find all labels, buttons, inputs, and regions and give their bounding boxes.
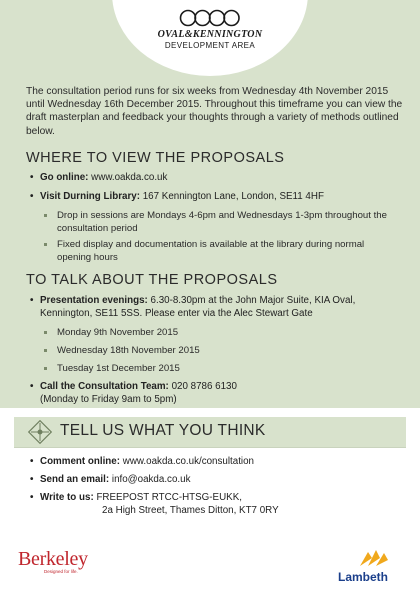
square-bullet-icon: [44, 214, 47, 217]
comment-link[interactable]: www.oakda.co.uk/consultation: [122, 456, 254, 467]
online-label: Go online:: [40, 172, 89, 183]
diamond-star-icon: [28, 420, 52, 444]
lambeth-wordmark: Lambeth: [338, 570, 389, 584]
call-hours: (Monday to Friday 9am to 5pm): [40, 394, 177, 405]
lambeth-logo: [338, 548, 398, 584]
oval-rings-icon: [179, 9, 241, 27]
berkeley-logo: [18, 548, 88, 574]
tell-heading: TELL US WHAT YOU THINK: [60, 422, 266, 439]
info-panel: OVAL&KENNINGTON DEVELOPMENT AREA The consultation period runs for six weeks from Wednesday 4th November 2015 until Wednesday 16th December 2015. Throughout this timeframe you can view the draft masterplan and feedback your thoughts through a variety of methods outlined below. WHERE TO VIEW THE PROPOSALS • Go online: www.oakda.co.uk • Visit Durning Library: 167 Kennington Lane, London, SE11 4HF Drop in sessions are Mondays 4-6pm and Wednesdays 1-3pm throughout the consultation period Fixed display and documentation is available at the library during normal opening hours TO TALK ABOUT THE PROPOSALS • Presentation evenings: 6.30-8.30pm at the John Major Suite, KIA Oval, Kennington, SE11 5SS. Please enter via the Alec Stewart Gate Monday 9th November 2015 Wednesday 18th November 2015 Tuesday 1st December 2015 • Call the Consultation Team: 020 8786 6130 (Monday to Friday 9am to 5pm): [0, 0, 420, 408]
oak-logo: [145, 9, 275, 50]
intro-text: The consultation period runs for six weeks from Wednesday 4th November 2015 until Wednesday 16th December 2015. Throughout this timeframe you can view the draft masterplan and feedback your thoughts through a variety of methods outlined below.: [26, 86, 403, 137]
postal-address-line1: FREEPOST RTCC-HTSG-EUKK,: [96, 492, 242, 503]
berkeley-tagline: Designed for life.: [44, 569, 78, 574]
tell-us-banner: [14, 417, 406, 447]
logo-subtitle: DEVELOPMENT AREA: [164, 41, 256, 50]
square-bullet-icon: [44, 367, 47, 370]
berkeley-wordmark: Berkeley: [18, 548, 88, 570]
view-heading: WHERE TO VIEW THE PROPOSALS: [26, 150, 285, 166]
comment-label: Comment online:: [40, 456, 121, 467]
email-link[interactable]: info@oakda.co.uk: [111, 474, 191, 485]
library-label: Visit Durning Library:: [40, 191, 140, 202]
library-address: 167 Kennington Lane, London, SE11 4HF: [142, 191, 324, 202]
lambeth-swoosh-icon: [338, 548, 398, 568]
write-label: Write to us:: [40, 492, 94, 503]
online-link[interactable]: www.oakda.co.uk: [91, 172, 168, 183]
phone-number[interactable]: 020 8786 6130: [171, 381, 237, 392]
logo-name: OVAL&KENNINGTON: [157, 29, 263, 40]
postal-address-line2: 2a High Street, Thames Ditton, KT7 0RY: [102, 505, 279, 516]
email-label: Send an email:: [40, 474, 110, 485]
square-bullet-icon: [44, 349, 47, 352]
square-bullet-icon: [44, 243, 47, 246]
presentation-details: 6.30-8.30pm at the John Major Suite, KIA Oval, Kennington, SE11 5SS. Please enter via the Alec Stewart Gate: [40, 295, 356, 319]
talk-heading: TO TALK ABOUT THE PROPOSALS: [26, 272, 278, 288]
call-label: Call the Consultation Team:: [40, 381, 169, 392]
presentation-label: Presentation evenings:: [40, 295, 148, 306]
divider: [14, 447, 406, 448]
square-bullet-icon: [44, 331, 47, 334]
